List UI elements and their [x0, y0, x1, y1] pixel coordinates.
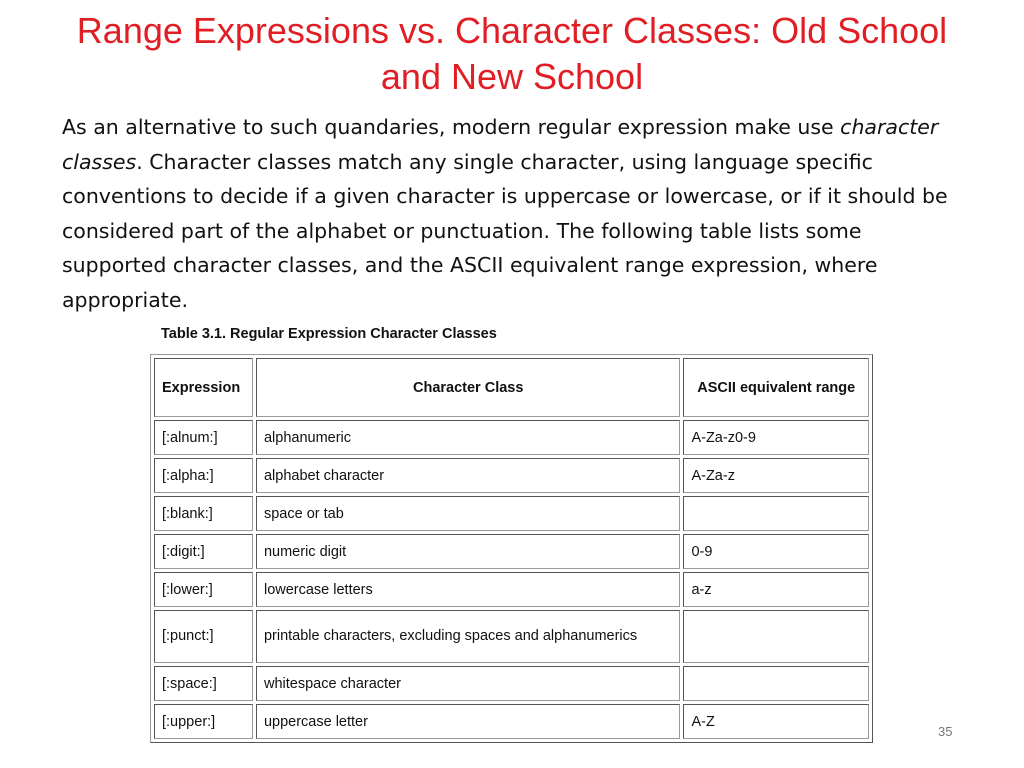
table-row [154, 458, 869, 493]
slide-title-line-1: Range Expressions vs. Character Classes: Old School [76, 10, 948, 51]
cell-character-class: printable characters, excluding spaces and alphanumerics [256, 610, 680, 663]
cell-character-class: whitespace character [256, 666, 680, 701]
cell-character-class: numeric digit [256, 534, 680, 569]
table-header-row [154, 358, 869, 417]
cell-character-class: alphanumeric [256, 420, 680, 455]
body-text-part-1: As an alternative to such quandaries, modern regular expression make use [62, 115, 841, 139]
cell-character-class: space or tab [256, 496, 680, 531]
cell-expression: [:lower:] [154, 572, 253, 607]
table-row [154, 572, 869, 607]
cell-character-class: alphabet character [256, 458, 680, 493]
cell-ascii-range [683, 496, 869, 531]
cell-expression: [:alnum:] [154, 420, 253, 455]
cell-expression: [:upper:] [154, 704, 253, 739]
character-classes-table [150, 354, 873, 743]
table-caption: Table 3.1. Regular Expression Character Classes [161, 326, 497, 342]
cell-expression: [:punct:] [154, 610, 253, 663]
slide-title-line-2: and New School [380, 56, 644, 97]
cell-ascii-range: a-z [683, 572, 869, 607]
slide-title [40, 8, 984, 100]
cell-character-class: lowercase letters [256, 572, 680, 607]
cell-expression: [:digit:] [154, 534, 253, 569]
header-character-class: Character Class [256, 358, 680, 417]
header-expression: Expression [154, 358, 253, 417]
table-row [154, 666, 869, 701]
character-classes-table-container [150, 354, 873, 743]
cell-character-class: uppercase letter [256, 704, 680, 739]
cell-ascii-range: A-Za-z0-9 [683, 420, 869, 455]
cell-ascii-range [683, 610, 869, 663]
body-paragraph [62, 110, 962, 317]
cell-ascii-range: A-Za-z [683, 458, 869, 493]
table-row [154, 420, 869, 455]
table-row [154, 534, 869, 569]
cell-ascii-range: A-Z [683, 704, 869, 739]
cell-ascii-range [683, 666, 869, 701]
table-row [154, 610, 869, 663]
table-row [154, 704, 869, 739]
cell-expression: [:blank:] [154, 496, 253, 531]
body-text-emphasis: character classes [62, 115, 939, 174]
cell-expression: [:alpha:] [154, 458, 253, 493]
page-number: 35 [938, 724, 953, 739]
table-row [154, 496, 869, 531]
cell-ascii-range: 0-9 [683, 534, 869, 569]
body-text-part-2: . Character classes match any single character, using language specific conventions to decide if a given character is uppercase or lowercase, or if it should be considered part of the alphabet or punctuation. The following table lists some supported character classes, and the ASCII equivalent range expression, where appropriate. [62, 149, 948, 312]
header-ascii-range: ASCII equivalent range [683, 358, 869, 417]
cell-expression: [:space:] [154, 666, 253, 701]
